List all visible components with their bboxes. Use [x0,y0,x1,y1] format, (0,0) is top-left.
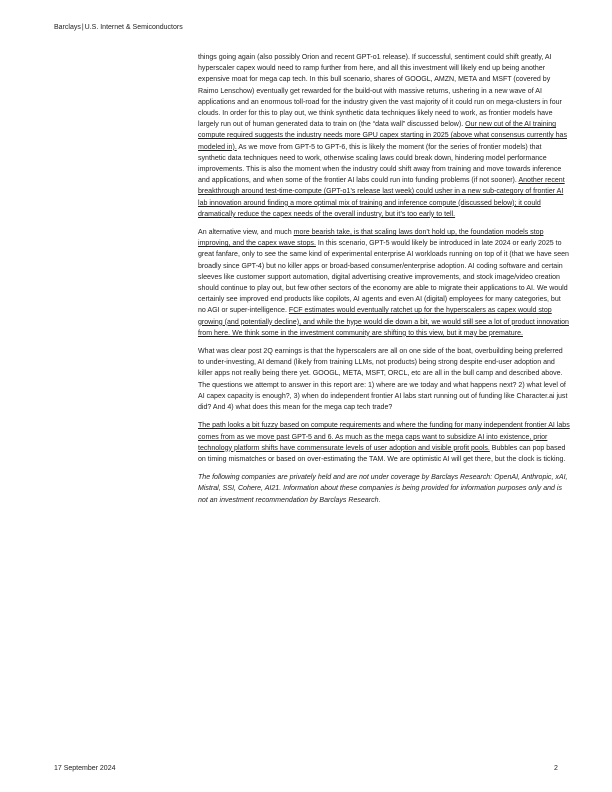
page-header [54,24,183,31]
underlined-text: FCF estimates would eventually ratchet up for the hyperscalers as capex would stop growing (and potentially decline), and while the hype would die down a bit, we would still see a lot of product innovation from here. We think some in the investment community are shifting to this view, but it may be premature. [198,307,569,337]
header-separator: | [81,24,84,31]
paragraph-text: Bubbles can pop based on timing mismatches or based on over-estimating the TAM. We are optimistic AI will get there, but the clock is ticking. [198,444,566,463]
underlined-text: more bearish take, is that scaling laws don’t hold up, the foundation models stop improving, and the capex wave stops. [198,229,544,248]
body-paragraph [198,420,570,465]
underlined-text: Our new cut of the AI training compute required suggests the industry needs more GPU capex starting in 2025 (above what consensus currently has modeled in). [198,121,567,151]
paragraph-text: things going again (also possibly Orion and recent GPT-o1 release). If successful, sentiment could shift greatly, AI hyperscaler capex would need to ramp further from here, and all this investment will likely end up being another expensive moat for mega cap tech. In this bull scenario, shares of GOOGL, AMZN, META and MSFT (covered by Raimo Lenschow) eventually get rewarded for the build-out with massive returns, ushering in a new wave of AI applications and an enormous toll-road for the industry given the vast majority of it could run on mega-clusters in four clouds. In order for this to play out, we think synthetic data techniques likely need to work, as frontier models have largely run out of human generated data to train on (the “data wall” discussed below). [198,54,562,129]
brand-name: Barclays [54,24,81,31]
report-section: U.S. Internet & Semiconductors [84,24,183,31]
report-body [198,52,570,513]
paragraph-text: In this scenario, GPT-5 would likely be introduced in late 2024 or early 2025 to great fanfare, only to see the same kind of experimental enterprise AI workloads running on top of it (that we have seen broadly since GPT-4) but no killer apps or broad-based consumer/enterprise adoption. AI coding software and certain sleeves like customer support automation, digital advertising creative improvements, and stock image/video creation should continue to play out, but few other sectors of the economy are able to migrate their applications to AI. We would certainly see improved end products like copilots, AI agents and even AI (digital) employees for many categories, but no AGI or super-intelligence. [198,240,569,315]
underlined-text: Another recent breakthrough around test-time-compute (GPT-o1’s release last week) could usher in a new sub-category of frontier AI lab innovation around finding a more optimal mix of training and inference compute (discussed below); it could dramatically reduce the capex needs of the overall industry, but it’s too early to tell. [198,177,565,218]
body-paragraph [198,346,570,413]
paragraph-text: As we move from GPT-5 to GPT-6, this is likely the moment (for the series of frontier models) that synthetic data techniques need to work, otherwise scaling laws could break down, hindering model performance improvements. This is also the moment when the industry could shift away from training and move towards inference and applications, and when some of the frontier AI labs could run into funding problems (if not sooner). [198,143,562,185]
paragraph-text: An alternative view, and much [198,229,294,237]
body-paragraph [198,227,570,339]
page-number: 2 [554,765,558,772]
body-paragraphs [198,52,570,465]
paragraph-text: What was clear post 2Q earnings is that the hyperscalers are all on one side of the boat, overbuilding being preferred to under-investing, AI demand (likely from training LLMs, not products) being strong despite end-user adoption and killer apps not really being there yet. GOOGL, META, MSFT, ORCL, etc are all in the bull camp and described above. The questions we attempt to answer in this report are: 1) where are we today and what happens next? 2) what level of AI capex capacity is enough?, 3) when do independent frontier AI labs start running out of funding like Character.ai just did? And 4) what does this mean for the mega cap tech trade? [198,348,568,412]
coverage-disclaimer: The following companies are privately held and are not under coverage by Barclays Research: OpenAI, Anthropic, xAI, Mistral, SSI, Cohere, AI21. Information about these companies is being provided for information purposes only and is not an investment recommendation by Barclays Research. [198,474,568,504]
body-paragraph [198,52,570,220]
publication-date: 17 September 2024 [54,765,116,772]
underlined-text: The path looks a bit fuzzy based on compute requirements and where the funding for many independent frontier AI labs comes from as we move past GPT-5 and 6. As much as the mega caps want to subsidize AI into existence, prior technology platform shifts have commensurate levels of user adoption and visible profit pools. [198,422,570,452]
